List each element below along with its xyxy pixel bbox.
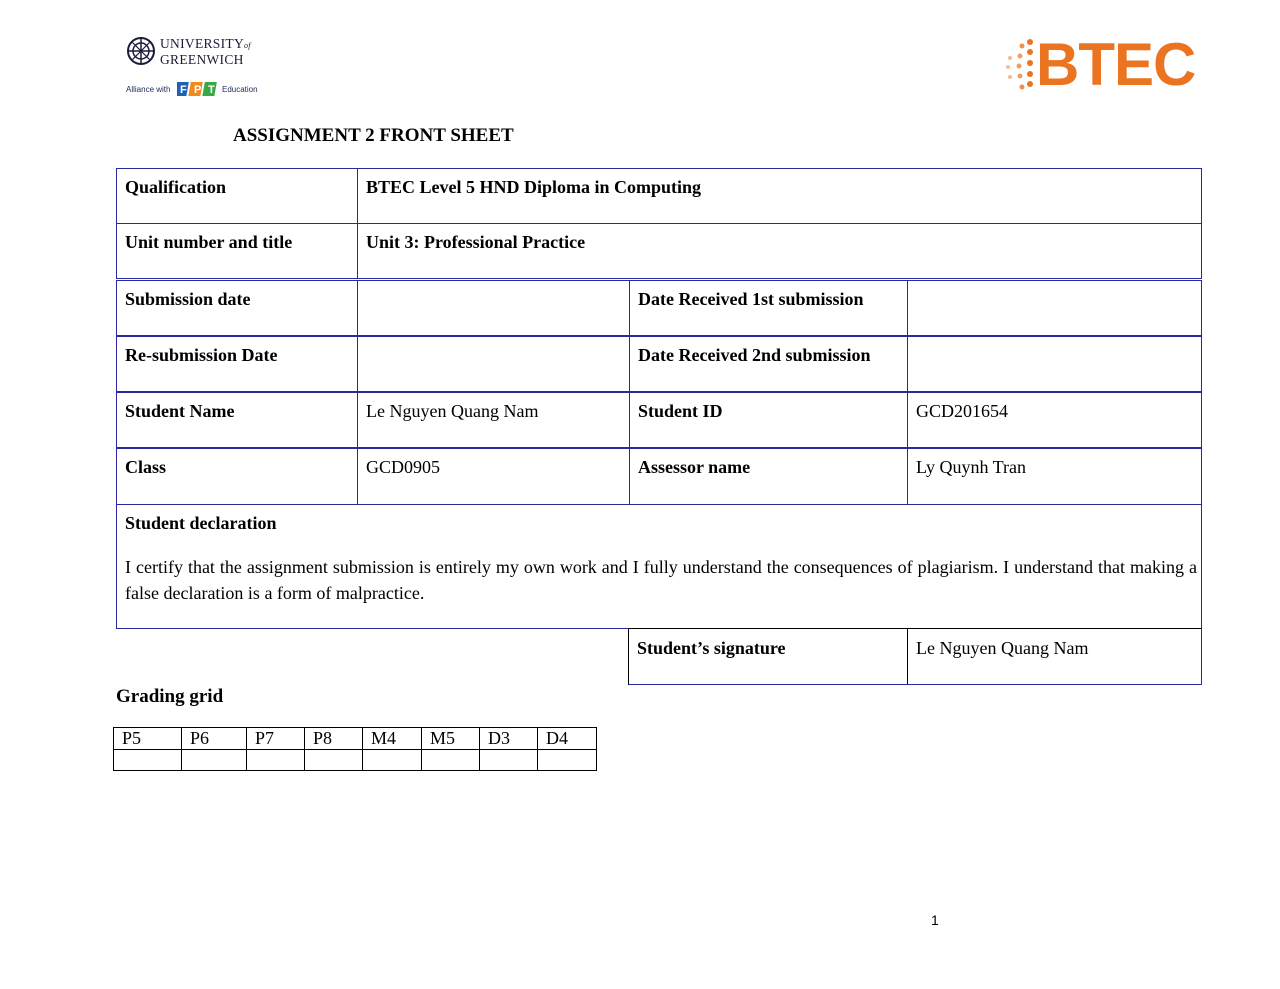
signature-value: Le Nguyen Quang Nam [916, 638, 1089, 658]
grade-cell [363, 750, 422, 771]
grade-cell [247, 750, 305, 771]
svg-text:P: P [194, 84, 202, 96]
grading-value-row [114, 750, 597, 771]
student-name-value: Le Nguyen Quang Nam [366, 401, 539, 421]
unit-row [116, 223, 1202, 279]
grading-header-row [114, 728, 597, 750]
unit-value: Unit 3: Professional Practice [366, 232, 586, 252]
grade-cell [182, 750, 247, 771]
date-received-2nd-label: Date Received 2nd submission [638, 345, 871, 365]
fpt-logo-icon [177, 81, 219, 98]
qualification-value: BTEC Level 5 HND Diploma in Computing [366, 177, 702, 197]
grading-grid [113, 727, 597, 771]
date-received-2nd-value [908, 337, 1201, 391]
grade-cell [538, 750, 597, 771]
btec-logo [1000, 31, 1196, 98]
resubmission-date-value [358, 337, 629, 391]
university-of-greenwich-logo [126, 36, 266, 104]
student-id-value: GCD201654 [916, 401, 1009, 421]
student-row [116, 392, 1202, 448]
btec-wordmark: BTEC [1036, 31, 1196, 98]
greenwich-wordmark: UNIVERSITYof GREENWICH [160, 36, 251, 67]
grading-grid-title: Grading grid [116, 686, 224, 707]
qualification-row [116, 168, 1202, 224]
submission-date-label: Submission date [125, 289, 251, 309]
grade-m4: M4 [363, 728, 422, 750]
grade-p8: P8 [305, 728, 363, 750]
grade-d4: D4 [538, 728, 597, 750]
grade-cell [422, 750, 480, 771]
assessor-name-label: Assessor name [638, 457, 751, 477]
grade-m5: M5 [422, 728, 480, 750]
assessor-name-value: Ly Quynh Tran [916, 457, 1027, 477]
page-number: 1 [931, 912, 939, 928]
qualification-label: Qualification [125, 177, 227, 197]
document-title: ASSIGNMENT 2 FRONT SHEET [233, 125, 514, 146]
declaration-text: I certify that the assignment submission is entirely my own work and I fully understand the consequences of plagiarism. I understand that making a false declaration is a form of malpractice. [125, 557, 1197, 603]
date-received-1st-value [908, 281, 1201, 335]
grade-cell [114, 750, 182, 771]
class-label: Class [125, 457, 167, 477]
class-value: GCD0905 [366, 457, 441, 477]
grade-p6: P6 [182, 728, 247, 750]
alliance-label: Alliance with [126, 85, 171, 94]
student-id-label: Student ID [638, 401, 723, 421]
signature-label: Student’s signature [637, 638, 786, 658]
date-received-1st-label: Date Received 1st submission [638, 289, 864, 309]
svg-text:F: F [180, 84, 187, 96]
declaration-heading: Student declaration [125, 513, 277, 533]
submission-row [116, 280, 1202, 336]
signature-row [628, 628, 1202, 685]
grade-p5: P5 [114, 728, 182, 750]
class-row [116, 448, 1202, 505]
submission-date-value [358, 281, 629, 335]
grade-p7: P7 [247, 728, 305, 750]
student-name-label: Student Name [125, 401, 235, 421]
svg-text:T: T [208, 84, 215, 96]
grade-cell [305, 750, 363, 771]
education-label: Education [222, 85, 258, 94]
resubmission-date-label: Re-submission Date [125, 345, 278, 365]
student-declaration-box [116, 504, 1202, 629]
unit-label: Unit number and title [125, 232, 293, 252]
grade-cell [480, 750, 538, 771]
greenwich-seal-icon [126, 36, 156, 66]
resubmission-row [116, 336, 1202, 392]
grade-d3: D3 [480, 728, 538, 750]
btec-dots-icon [1000, 36, 1036, 98]
